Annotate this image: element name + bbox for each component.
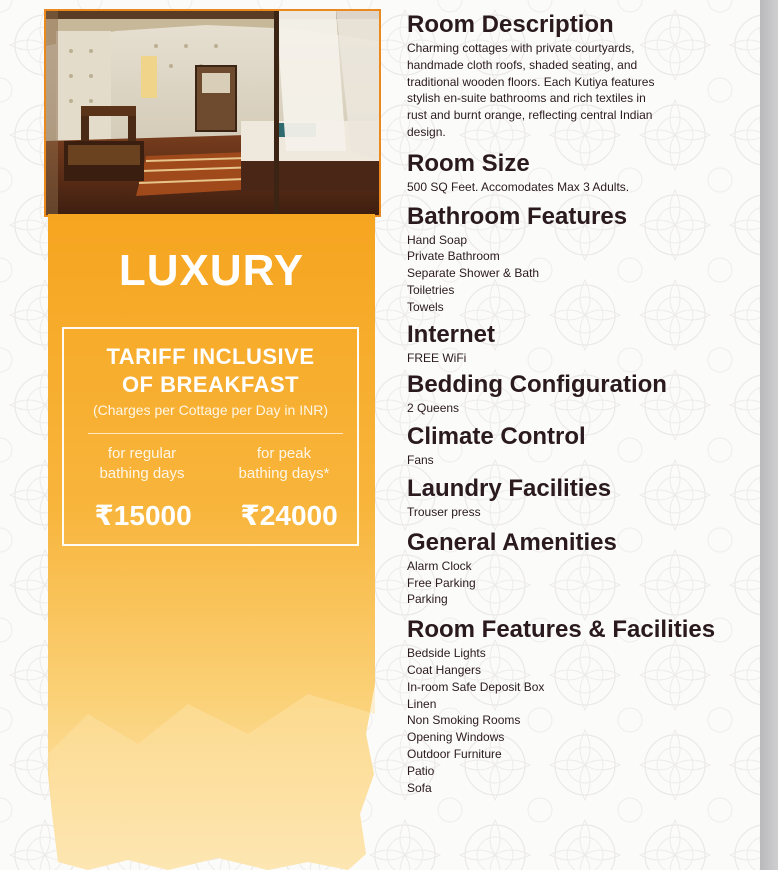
regular-days-label-line2: bathing days	[99, 465, 185, 482]
description-line: Charming cottages with private courtyards,	[407, 41, 635, 55]
section-heading: General Amenities	[407, 528, 617, 556]
description-line: handmade cloth roofs, shaded seating, and	[407, 57, 638, 72]
list-item: Outdoor Furniture	[407, 746, 502, 761]
tariff-box	[62, 327, 359, 546]
list-item: Alarm Clock	[407, 558, 472, 573]
list-item: In-room Safe Deposit Box	[407, 679, 545, 694]
section-internet	[407, 320, 747, 367]
list-item: Separate Shower & Bath	[407, 266, 540, 281]
section-general-amenities	[407, 528, 747, 608]
description-line: stylish en-suite bathrooms and rich textiles in	[407, 91, 646, 106]
regular-days-label	[72, 444, 212, 484]
list-item: Trouser press	[407, 504, 481, 519]
list-item: Bedside Lights	[407, 646, 486, 661]
list-item: Toiletries	[407, 282, 455, 297]
list-item: Linen	[407, 696, 437, 711]
list-item: Coat Hangers	[407, 662, 482, 677]
regular-days-label-line1: for regular	[107, 445, 177, 462]
description-line: design.	[407, 124, 446, 139]
section-heading: Room Description	[407, 11, 614, 38]
list-item: Free Parking	[407, 575, 476, 590]
section-heading: Room Size	[407, 149, 530, 177]
room-details	[407, 10, 747, 796]
section-room-description	[407, 10, 747, 141]
regular-price: ₹15000	[94, 500, 192, 531]
right-edge-strip	[760, 0, 778, 870]
list-item: Non Smoking Rooms	[407, 713, 521, 728]
section-heading: Climate Control	[407, 423, 586, 451]
section-room-size	[407, 149, 747, 196]
section-heading: Internet	[407, 320, 496, 348]
section-laundry-facilities	[407, 474, 747, 521]
section-room-features-facilities	[407, 615, 747, 796]
section-heading: Room Features & Facilities	[407, 616, 716, 644]
section-climate-control	[407, 422, 747, 469]
room-photo	[44, 9, 381, 217]
list-item: Fans	[407, 453, 434, 468]
peak-days-label	[214, 444, 354, 484]
section-bathroom-features	[407, 202, 747, 316]
peak-days-label-line2: bathing days*	[238, 465, 330, 482]
list-item: Patio	[407, 763, 435, 778]
tariff-note: (Charges per Cottage per Day in INR)	[93, 402, 328, 418]
section-heading: Bedding Configuration	[407, 371, 667, 399]
list-item: Private Bathroom	[407, 249, 500, 264]
list-item: 2 Queens	[407, 401, 460, 416]
list-item: Opening Windows	[407, 730, 505, 745]
section-heading: Laundry Facilities	[407, 474, 612, 502]
tariff-divider	[88, 433, 343, 434]
tariff-title-line2: OF BREAKFAST	[121, 372, 300, 397]
list-item: Towels	[407, 299, 444, 314]
list-item: Hand Soap	[407, 232, 468, 247]
description-line: rust and burnt orange, reflecting central Indian	[407, 108, 653, 123]
section-heading: Bathroom Features	[407, 202, 628, 230]
list-item: FREE WiFi	[407, 350, 467, 365]
peak-days-label-line1: for peak	[256, 445, 312, 462]
list-item: Parking	[407, 592, 448, 607]
tariff-title	[64, 343, 357, 399]
list-item: Sofa	[407, 780, 432, 795]
peak-price: ₹24000	[240, 500, 338, 531]
tariff-title-line1: TARIFF INCLUSIVE	[106, 344, 315, 369]
section-bedding-configuration	[407, 370, 747, 417]
room-category-title: LUXURY	[118, 246, 305, 295]
list-item: 500 SQ Feet. Accomodates Max 3 Adults.	[407, 179, 630, 194]
description-line: traditional wooden floors. Each Kutiya features	[407, 74, 655, 89]
